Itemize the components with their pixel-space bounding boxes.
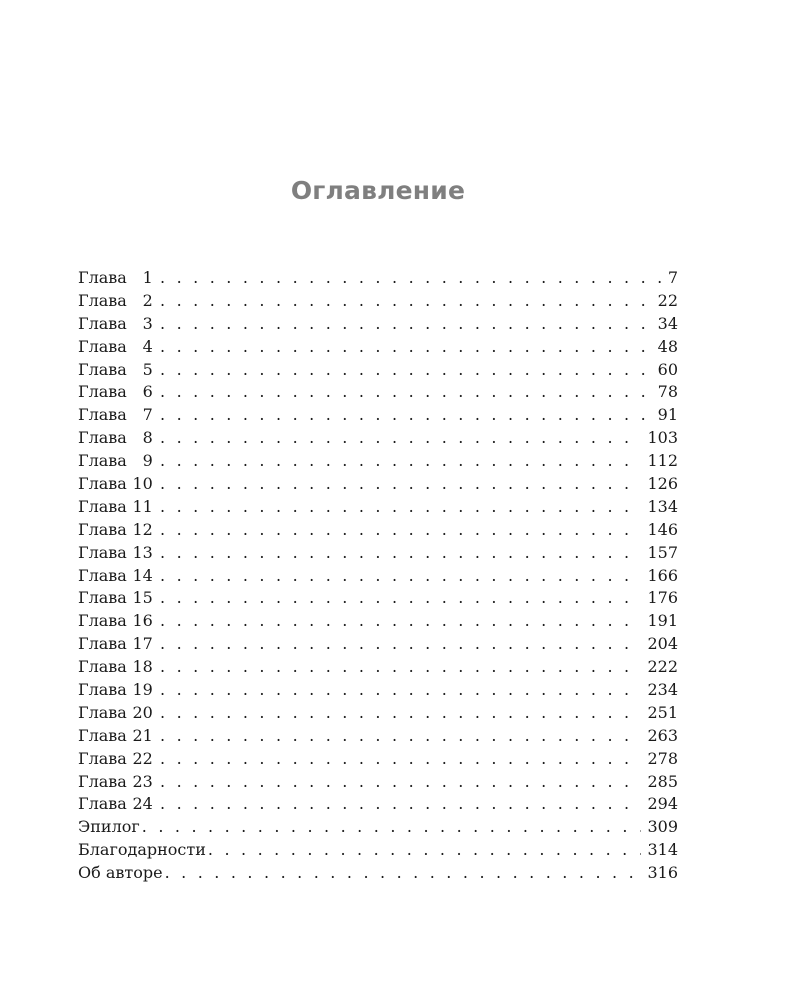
toc-entry-prefix: Благодарности (78, 840, 206, 860)
toc-entry-page-number: 48 (657, 336, 678, 356)
toc-entry-number: 2 (142, 290, 153, 310)
dot-leader (160, 474, 641, 493)
toc-entry-label (78, 428, 158, 447)
toc-entry[interactable] (78, 657, 678, 680)
toc-entry[interactable] (78, 268, 678, 291)
dot-leader (160, 428, 641, 447)
toc-entry-label (78, 657, 158, 676)
toc-entry-page-number: 278 (647, 748, 678, 768)
toc-entry-prefix: Глава (78, 657, 127, 677)
toc-entry-page-number: 294 (647, 794, 678, 814)
toc-entry-page-number: 263 (647, 725, 678, 745)
toc-entry[interactable] (78, 611, 678, 634)
toc-entry-page-number: 222 (647, 657, 678, 677)
toc-entry[interactable] (78, 588, 678, 611)
toc-entry-page-number: 309 (647, 817, 678, 837)
dot-leader (160, 405, 652, 424)
toc-entry-number: 22 (132, 748, 153, 768)
toc-entry-number: 6 (142, 382, 153, 402)
toc-entry-number: 24 (132, 794, 153, 814)
toc-entry-number: 14 (132, 565, 153, 585)
toc-entry-prefix: Глава (78, 382, 127, 402)
toc-entry[interactable] (78, 520, 678, 543)
toc-entry-label (78, 474, 158, 493)
toc-entry-page-number: 112 (647, 451, 678, 471)
toc-entry-number: 19 (132, 680, 153, 700)
toc-entry-prefix: Глава (78, 771, 127, 791)
toc-entry[interactable] (78, 451, 678, 474)
dot-leader (142, 817, 642, 836)
toc-entry[interactable] (78, 726, 678, 749)
toc-entry[interactable] (78, 405, 678, 428)
toc-entry-prefix: Глава (78, 519, 127, 539)
dot-leader (160, 703, 641, 722)
dot-leader (160, 634, 641, 653)
toc-entry-page-number: 91 (657, 405, 678, 425)
dot-leader (160, 314, 652, 333)
dot-leader (160, 543, 641, 562)
toc-entry-page-number: 22 (657, 290, 678, 310)
toc-entry-label (78, 268, 158, 287)
toc-entry-label (78, 405, 158, 424)
toc-entry[interactable] (78, 382, 678, 405)
toc-entry-number: 13 (132, 542, 153, 562)
toc-entry-page-number: 166 (647, 565, 678, 585)
toc-entry-label (78, 588, 158, 607)
toc-entry-label (78, 634, 158, 653)
toc-entry-prefix: Глава (78, 336, 127, 356)
toc-entry-label (78, 497, 158, 516)
toc-entry-page-number: 157 (647, 542, 678, 562)
toc-entry-page-number: 204 (647, 634, 678, 654)
toc-entry-prefix: Глава (78, 428, 127, 448)
dot-leader (160, 360, 652, 379)
toc-entry-label (78, 382, 158, 401)
toc-entry-page-number: 146 (647, 519, 678, 539)
toc-entry-number: 5 (142, 359, 153, 379)
dot-leader (160, 726, 641, 745)
toc-entry[interactable] (78, 680, 678, 703)
toc-entry[interactable] (78, 474, 678, 497)
toc-entry-prefix: Глава (78, 542, 127, 562)
toc-entry[interactable] (78, 634, 678, 657)
toc-entry-label (78, 863, 163, 882)
toc-entry-label (78, 314, 158, 333)
toc-entry-label (78, 291, 158, 310)
toc-entry-label (78, 749, 158, 768)
toc-entry-label (78, 543, 158, 562)
toc-entry-page-number: 134 (647, 496, 678, 516)
toc-entry-number: 1 (142, 268, 153, 287)
dot-leader (160, 611, 641, 630)
dot-leader (160, 268, 662, 287)
toc-entry-page-number: 103 (647, 428, 678, 448)
toc-entry-prefix: Глава (78, 588, 127, 608)
toc-entry-prefix: Глава (78, 634, 127, 654)
toc-entry-label (78, 772, 158, 791)
toc-entry[interactable] (78, 337, 678, 360)
toc-entry-page-number: 234 (647, 680, 678, 700)
toc-entry-page-number: 60 (657, 359, 678, 379)
dot-leader (160, 749, 641, 768)
toc-entry-prefix: Глава (78, 451, 127, 471)
toc-entry-label (78, 451, 158, 470)
toc-entry-prefix: Глава (78, 496, 127, 516)
toc-entry-label (78, 817, 140, 836)
toc-entry-number: 3 (142, 313, 153, 333)
toc-entry-number: 12 (132, 519, 153, 539)
toc-entry-prefix: Эпилог (78, 817, 140, 837)
dot-leader (160, 588, 641, 607)
dot-leader (160, 680, 641, 699)
toc-entry-prefix: Глава (78, 794, 127, 814)
toc-entry-prefix: Глава (78, 748, 127, 768)
toc-entry-page-number: 314 (647, 840, 678, 860)
dot-leader (165, 863, 642, 882)
toc-entry-prefix: Глава (78, 290, 127, 310)
dot-leader (160, 451, 641, 470)
toc-entry-prefix: Глава (78, 313, 127, 333)
toc-entry[interactable] (78, 772, 678, 795)
toc-entry-prefix: Об авторе (78, 863, 163, 883)
toc-entry-prefix: Глава (78, 680, 127, 700)
toc-list (78, 268, 678, 886)
toc-entry-label (78, 794, 158, 813)
toc-entry-label (78, 566, 158, 585)
toc-entry[interactable] (78, 794, 678, 817)
dot-leader (160, 794, 641, 813)
toc-entry[interactable] (78, 360, 678, 383)
toc-entry-label (78, 611, 158, 630)
toc-entry[interactable] (78, 497, 678, 520)
toc-entry-number: 17 (132, 634, 153, 654)
toc-entry-prefix: Глава (78, 474, 127, 494)
toc-entry-prefix: Глава (78, 611, 127, 631)
toc-entry-page-number: 7 (667, 268, 678, 287)
dot-leader (160, 337, 652, 356)
toc-entry-number: 9 (142, 451, 153, 471)
toc-entry-page-number: 78 (657, 382, 678, 402)
dot-leader (160, 657, 641, 676)
toc-entry-prefix: Глава (78, 565, 127, 585)
toc-entry-page-number: 251 (647, 702, 678, 722)
toc-entry-number: 23 (132, 771, 153, 791)
toc-entry-prefix: Глава (78, 268, 127, 287)
toc-entry-label (78, 840, 206, 859)
toc-entry-number: 20 (132, 702, 153, 722)
toc-entry[interactable] (78, 863, 678, 886)
dot-leader (160, 520, 641, 539)
toc-entry[interactable] (78, 428, 678, 451)
toc-entry[interactable] (78, 749, 678, 772)
toc-entry-page-number: 316 (647, 863, 678, 883)
toc-entry-prefix: Глава (78, 405, 127, 425)
toc-entry[interactable] (78, 566, 678, 589)
toc-entry-number: 18 (132, 657, 153, 677)
toc-entry-number: 8 (142, 428, 153, 448)
dot-leader (160, 566, 641, 585)
toc-entry-number: 10 (132, 474, 153, 494)
toc-entry[interactable] (78, 817, 678, 840)
toc-entry[interactable] (78, 840, 678, 863)
toc-entry-label (78, 360, 158, 379)
toc-entry[interactable] (78, 314, 678, 337)
toc-entry-prefix: Глава (78, 725, 127, 745)
toc-entry-label (78, 726, 158, 745)
toc-entry-page-number: 285 (647, 771, 678, 791)
toc-entry-label (78, 337, 158, 356)
dot-leader (160, 291, 652, 310)
dot-leader (160, 497, 641, 516)
toc-entry-page-number: 34 (657, 313, 678, 333)
toc-entry-page-number: 176 (647, 588, 678, 608)
toc-entry[interactable] (78, 543, 678, 566)
toc-entry-number: 21 (132, 725, 153, 745)
toc-entry[interactable] (78, 703, 678, 726)
toc-entry-label (78, 520, 158, 539)
toc-entry-page-number: 126 (647, 474, 678, 494)
toc-entry[interactable] (78, 291, 678, 314)
toc-entry-page-number: 191 (647, 611, 678, 631)
toc-entry-number: 15 (132, 588, 153, 608)
toc-entry-label (78, 680, 158, 699)
toc-title: Оглавление (290, 176, 466, 205)
toc-entry-number: 7 (142, 405, 153, 425)
toc-entry-number: 16 (132, 611, 153, 631)
dot-leader (160, 382, 652, 401)
toc-entry-label (78, 703, 158, 722)
toc-entry-number: 4 (142, 336, 153, 356)
dot-leader (208, 840, 642, 859)
toc-entry-prefix: Глава (78, 359, 127, 379)
toc-entry-prefix: Глава (78, 702, 127, 722)
toc-entry-number: 11 (132, 496, 153, 516)
dot-leader (160, 772, 641, 791)
